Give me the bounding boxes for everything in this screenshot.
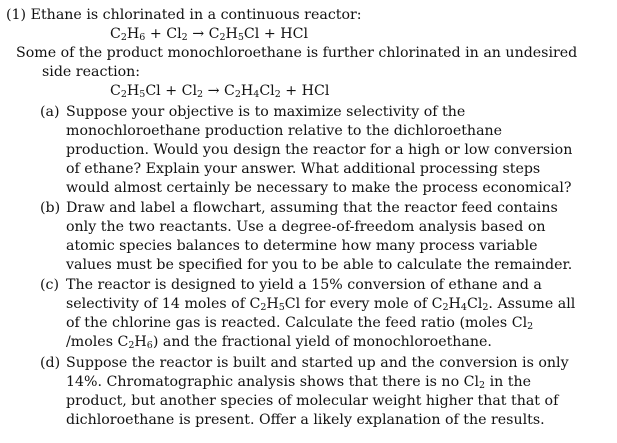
part-d-line: product, but another species of molecular weight higher that that of <box>66 393 559 409</box>
part-b-line: only the two reactants. Use a degree-of-freedom analysis based on <box>66 219 546 235</box>
reaction-1: $C_2H_6 + Cl_2 \to C_2H_5Cl$ + HCl <box>110 26 308 43</box>
problem-number: (1) <box>6 7 27 23</box>
part-d-line: 14%. Chromatographic analysis shows that there is no $Cl_2$ in the <box>66 374 531 391</box>
part-a-line: monochloroethane production relative to the dichloroethane <box>66 123 503 139</box>
part-a-line: of ethane? Explain your answer. What additional processing steps <box>66 161 541 177</box>
part-a-line: Suppose your objective is to maximize selectivity of the <box>66 104 466 120</box>
part-b-line: Draw and label a flowchart, assuming that the reactor feed contains <box>66 200 558 216</box>
part-d-line: Suppose the reactor is built and started up and the conversion is only <box>66 355 569 371</box>
part-b-line: values must be specified for you to be able to calculate the remainder. <box>66 257 573 273</box>
part-c-line: selectivity of 14 moles of $C_2H_5Cl$ for every mole of $C_2H_4Cl_2$. Assume all <box>66 296 576 313</box>
problem-intro-line <box>6 6 362 24</box>
reaction-2: $C_2H_5Cl + Cl_2 \to C_2H_4Cl_2$ + HCl <box>110 83 330 100</box>
part-c-label: (c) <box>40 277 60 293</box>
part-a-label: (a) <box>40 104 60 120</box>
part-b-label: (b) <box>40 200 61 216</box>
part-a-line: production. Would you design the reactor for a high or low conversion <box>66 142 573 158</box>
part-a-line: would almost certainly be necessary to make the process economical? <box>66 180 572 196</box>
part-b-line: atomic species balances to determine how many process variable <box>66 238 538 254</box>
side-reaction-text-2: side reaction: <box>42 64 141 80</box>
part-c-line: of the chlorine gas is reacted. Calculate the feed ratio (moles $Cl_2$ <box>66 315 534 332</box>
side-reaction-text-1: Some of the product monochloroethane is further chlorinated in an undesired <box>16 45 578 61</box>
part-d-line: dichloroethane is present. Offer a likely explanation of the results. <box>66 412 545 428</box>
part-c-line: /moles $C_2H_6$) and the fractional yield of monochloroethane. <box>66 334 492 351</box>
part-c-line: The reactor is designed to yield a 15% conversion of ethane and a <box>66 277 542 293</box>
part-d-label: (d) <box>40 355 61 371</box>
problem-intro: Ethane is chlorinated in a continuous reactor: <box>30 7 362 23</box>
